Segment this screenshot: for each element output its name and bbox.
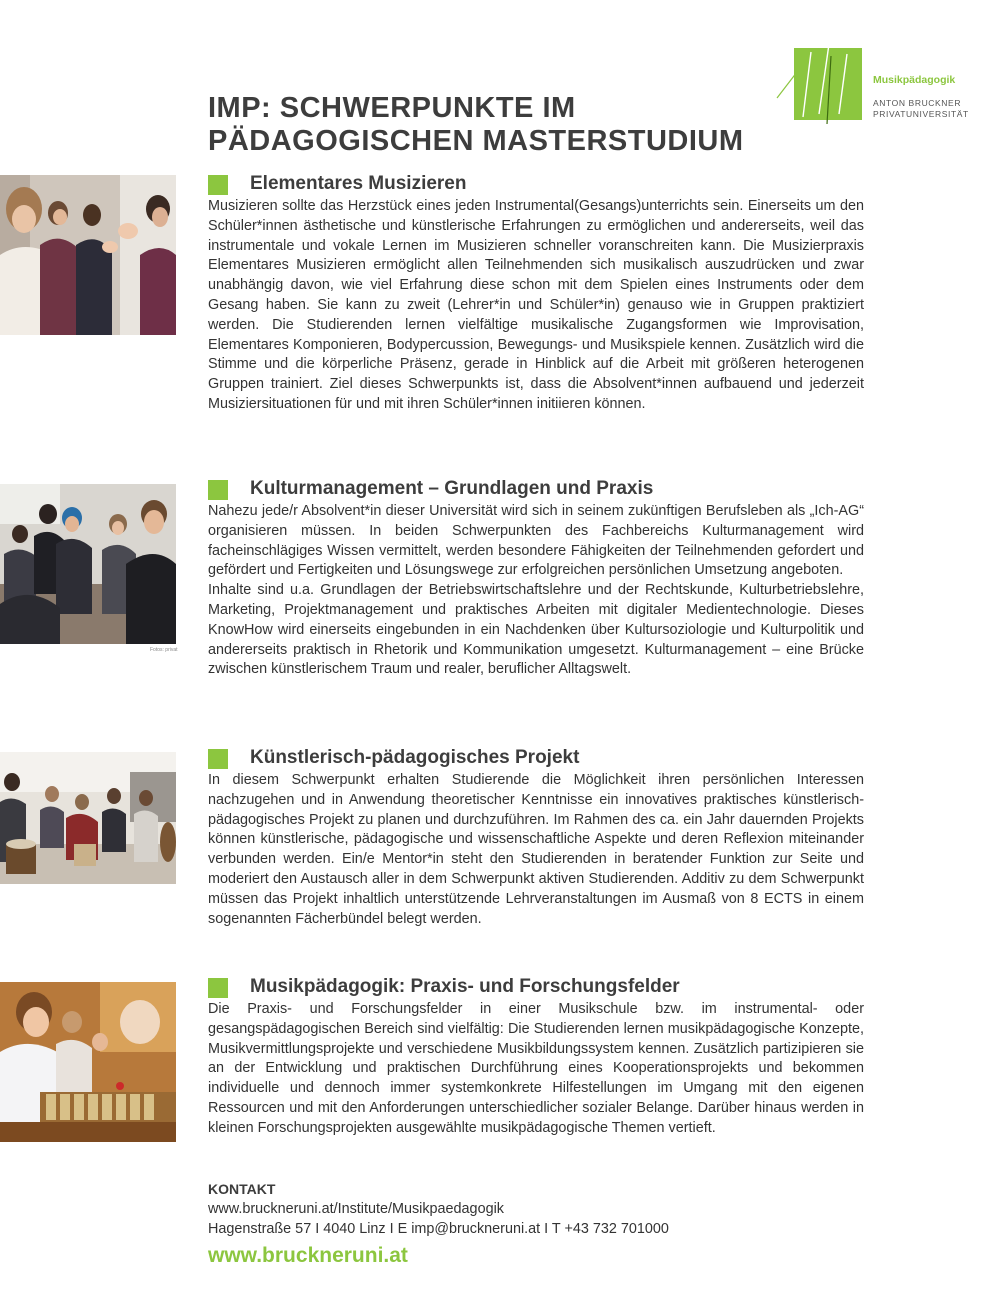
section-body bbox=[208, 502, 864, 680]
section-artistic-project bbox=[208, 747, 864, 929]
page-title-line2: PÄDAGOGISCHEN MASTERSTUDIUM bbox=[208, 125, 744, 157]
contact-block bbox=[208, 1180, 669, 1239]
photo-music-pedagogy bbox=[0, 982, 176, 1142]
photo-credit: Fotos: privat bbox=[150, 647, 178, 653]
section-title: Musikpädagogik: Praxis- und Forschungsfelder bbox=[250, 976, 680, 997]
photo-elementary-music bbox=[0, 175, 176, 335]
section-heading bbox=[208, 478, 864, 500]
green-square-bullet bbox=[208, 749, 228, 769]
footer-website-link[interactable]: www.bruckneruni.at bbox=[208, 1244, 408, 1267]
logo-line-graphic bbox=[775, 42, 895, 142]
section-music-pedagogy-research bbox=[208, 976, 864, 1139]
university-logo bbox=[775, 42, 975, 127]
section-title: Elementares Musizieren bbox=[250, 173, 467, 194]
section-cultural-management bbox=[208, 478, 864, 680]
paragraph: Inhalte sind u.a. Grundlagen der Betriebswirtschaftslehre und der Rechtskunde, Kulturbetriebslehre, Marketing, Projektmanagement und praktisches Arbeiten mit digitaler Medientechnologie. Dieses KnowHow wird einerseits eingebunden in ein Nachdenken über Kultursoziologie und Kulturpolitik und andererseits praktisch in Rhetorik und Kommunikation umgesetzt. Kulturmanagement – eine Brücke zwischen künstlerischem Traum und realer, beruflicher Alltagswelt. bbox=[208, 582, 864, 678]
section-body bbox=[208, 771, 864, 929]
paragraph: In diesem Schwerpunkt erhalten Studierende die Möglichkeit ihren persönlichen Interessen nachzugehen und in Anwendung theoretischer Kenntnisse ein innovatives praktisches künstlerisch-pädagogisches Projekt zu planen und durchzuführen. Im Rahmen des ca. ein Jahr dauernden Projekts können künstlerische, pädagogische und wissenschaftliche Aspekte und deren Reflexion miteinander verbunden werden. Ein/e Mentor*in steht den Studierenden in beratender Funktion zur Seite und moderiert den Austausch aller in dem Schwerpunkt aktiven Studierenden. Additiv zu dem Schwerpunkt müssen das Projekt inhaltlich unterstützende Lehrveranstaltungen im Ausmaß von 8 ECTS in einem sogenannten Fächerbündel belegt werden. bbox=[208, 772, 864, 927]
section-heading bbox=[208, 976, 864, 998]
contact-address: Hagenstraße 57 I 4040 Linz I E imp@bruckneruni.at I T +43 732 701000 bbox=[208, 1220, 669, 1237]
green-square-bullet bbox=[208, 175, 228, 195]
page-title-line1: IMP: SCHWERPUNKTE IM bbox=[208, 92, 576, 124]
section-heading bbox=[208, 747, 864, 769]
section-body bbox=[208, 1000, 864, 1139]
logo-title: Musikpädagogik bbox=[873, 74, 956, 86]
green-square-bullet bbox=[208, 480, 228, 500]
section-heading bbox=[208, 173, 864, 195]
logo-subtitle-line1: ANTON BRUCKNER bbox=[873, 98, 962, 108]
contact-url[interactable]: www.bruckneruni.at/Institute/Musikpaedagogik bbox=[208, 1200, 504, 1217]
logo-subtitle bbox=[873, 98, 969, 120]
page-title bbox=[208, 92, 744, 158]
green-square-bullet bbox=[208, 978, 228, 998]
section-title: Kulturmanagement – Grundlagen und Praxis bbox=[250, 478, 654, 499]
logo-subtitle-line2: PRIVATUNIVERSITÄT bbox=[873, 109, 969, 119]
photo-cultural-management bbox=[0, 484, 176, 644]
paragraph: Die Praxis- und Forschungsfelder in einer Musikschule bzw. im instrumental- oder gesangspädagogischen Bereich sind vielfältig: Die Studierenden lernen musikpädagogische Konzepte, Musikvermittlungsprojekte und verschiedene Musikbildungssystem kennen. Zusätzlich partizipieren sie an der Entwicklung und praktischen Durchführung eines Kooperationsprojekts und bekommen individuelle und dennoch immer systemkonkrete Hilfestellungen im Umgang mit den eigenen Ressourcen und mit den Anforderungen unterschiedlicher sozialer Belange. Darüber hinaus werden in kleinen Forschungsprojekten ausgewählte musikpädagogische Themen vertieft. bbox=[208, 1001, 864, 1136]
photo-artistic-project bbox=[0, 752, 176, 884]
section-elementary-music bbox=[208, 173, 864, 415]
section-title: Künstlerisch-pädagogisches Projekt bbox=[250, 747, 580, 768]
contact-heading: KONTAKT bbox=[208, 1181, 276, 1197]
section-body bbox=[208, 197, 864, 415]
paragraph: Nahezu jede/r Absolvent*in dieser Universität wird sich in seinem zukünftigen Berufsleben als „Ich-AG“ organisieren müssen. In beiden Schwerpunkten des Fachbereichs Kulturmanagement wird facheinschlägiges Wissen vermittelt, werden besondere Fähigkeiten der Teilnehmenden gefordert und gefördert und Fertigkeiten und Lösungswege zur erfolgreichen persönlichen Umsetzung angeboten. bbox=[208, 503, 864, 579]
paragraph: Musizieren sollte das Herzstück eines jeden Instrumental(Gesangs)unterrichts sein. Einerseits um den Schüler*innen ästhetische und künstlerische Erfahrungen zu ermöglichen und andererseits, weil das instrumentale und vokale Lernen im Musizieren schneller voranschreiten kann. Die Musizierpraxis Elementares Musizieren ermöglicht allen Teilnehmenden sich musikalisch auszudrücken und zwar unabhängig davon, wie viel Erfahrung diese schon mit dem Spielen eines Instruments oder dem Gesang haben. Sie kann zu zweit (Lehrer*in und Schüler*in) genauso wie in Gruppen praktiziert werden. Die Studierenden lernen vielfältige musikalische Zugangsformen wie Improvisation, Elementares Komponieren, Bodypercussion, Bewegungs- und Musikspiele kennen. Zusätzlich wird die Stimme und die körperliche Präsenz, gerade in Hinblick auf die Arbeit mit größeren heterogenen Gruppen trainiert. Ziel dieses Schwerpunkts ist, dass die Absolvent*innen aufbauend und jederzeit Musiziersituationen für und mit ihren Schüler*innen initiieren können. bbox=[208, 198, 864, 412]
